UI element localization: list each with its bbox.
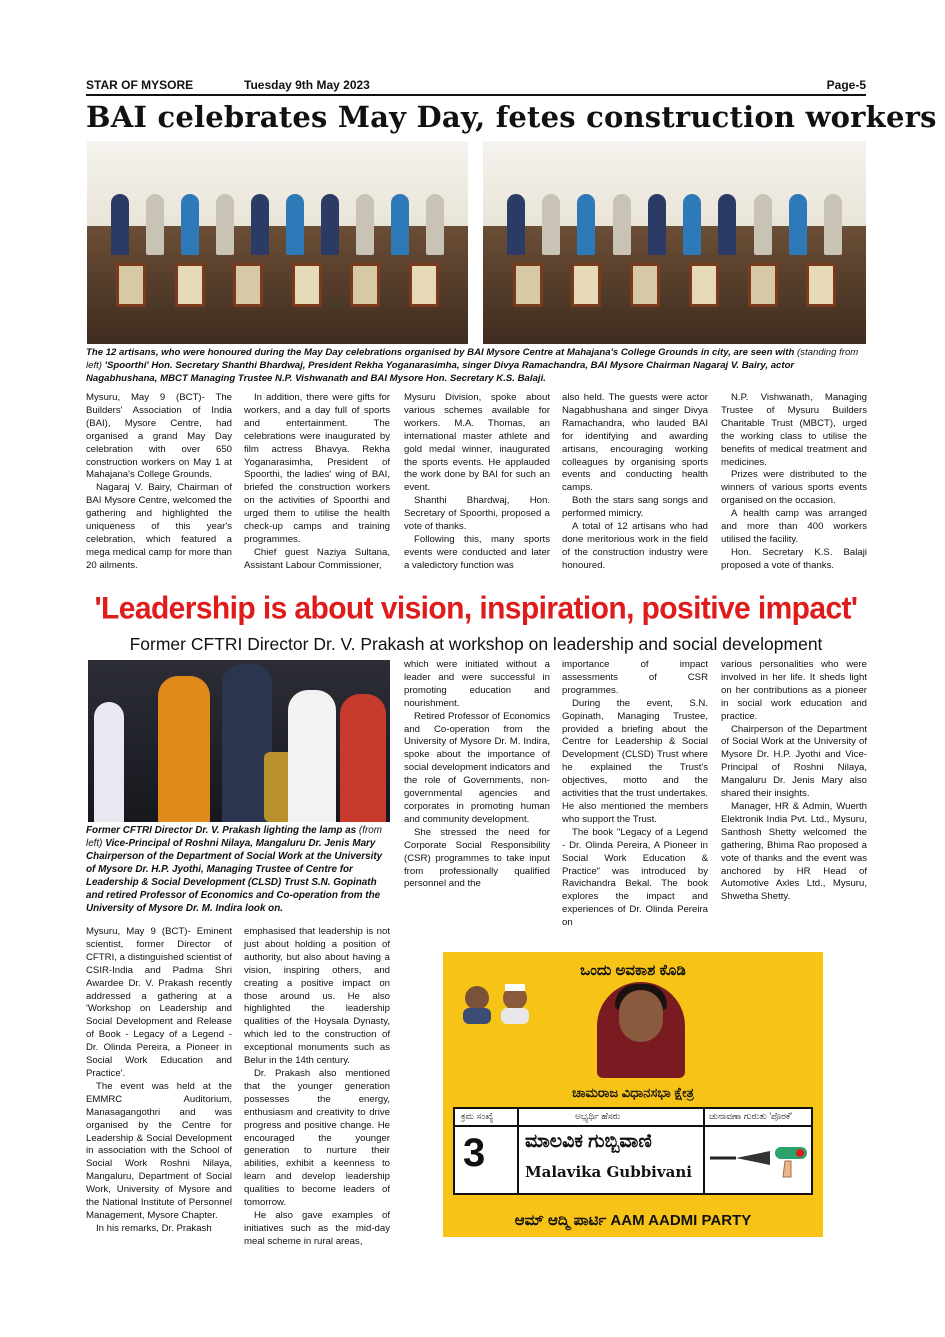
story2-subhead: Former CFTRI Director Dr. V. Prakash at workshop on leadership and social development <box>129 634 823 654</box>
story2-column-4: importance of impact assessments of CSR programmes. During the event, S.N. Gopinath, Managing Trustee, provided a briefing about the Centre for Leadership & Social Development (CLSD) Trust where he explained the Trust's objectives, motto and the activities that the trust undertakes. He also mentioned the members who support the Trust. The book "Legacy of a Legend - Dr. Olinda Pereira, A Pioneer in Social Work Education & Practice" was introduced by Ravichandra Bekal. The book explores the impact and experiences of Dr. Olinda Pereira on <box>562 659 708 929</box>
standing-guests <box>102 194 453 255</box>
paper-name: STAR OF MYSORE <box>86 78 194 92</box>
candidate-name-english: Malavika Gubbivani <box>525 1163 692 1181</box>
lamp-lighting-photo <box>88 660 390 822</box>
page-number: Page-5 <box>826 78 866 92</box>
standing-guests <box>498 194 850 255</box>
story1-column-3: Mysuru Division, spoke about various schemes available for workers. M.A. Thomas, an international master athlete and gold medal winner, inaugurated the sports events. He applauded the work done by BAI for such an event. Shanthi Bhardwaj, Hon. Secretary of Spoorthi, proposed a vote of thanks. Following this, many sports events were conducted and later a valedictory function was <box>404 392 550 571</box>
ballot-panel <box>453 1107 813 1195</box>
voting-hand-icon <box>773 1143 809 1179</box>
candidate-photo <box>597 982 685 1078</box>
story1-column-1: Mysuru, May 9 (BCT)- The Builders' Association of India (BAI), Mysore Centre, had organised a grand May Day celebration with over 650 construction workers on May 1 at Mahajana's College Grounds. Nagaraj V. Bairy, Chairman of BAI Mysore Centre, welcomed the gathering and highlighted the uniqueness of this year's celebration, which featured a mega medical camp for more than 20 ailments. <box>86 392 232 571</box>
candidate-name-kannada: ಮಾಲವಿಕ ಗುಬ್ಬಿವಾಣಿ <box>525 1131 652 1152</box>
issue-date: Tuesday 9th May 2023 <box>244 78 370 92</box>
story2-caption: Former CFTRI Director Dr. V. Prakash lighting the lamp as (from left) Vice-Principal of Roshni Nilaya, Mangaluru Dr. Jenis Mary Chairperson of the Department of Social Work at the University of Mysore Dr. H.P. Jyothi, Managing Trustee of Centre for Leadership & Social Development (CLSD) Trust S.N. Gopinath and retired Professor of Economics and Co-operation from the University of Mysore Dr. M. Indira look on. <box>86 825 383 914</box>
party-leaders-photo <box>455 982 539 1024</box>
story2-column-2: emphasised that leadership is not just about holding a position of authority, but also about having a vision, inspiring others, and creating a positive impact on those around us. He also highlighted the leadership qualities of the Hoysala Dynasty, which led to the construction of exceptional monuments such as Belur in the 14th century. Dr. Prakash also mentioned that the younger generation possesses the energy, enthusiasm and creativity to drive progress and positive change. He encouraged the younger generation to nurture their abilities, exhibit a keenness to learn and develop leadership qualities to become leaders of tomorrow. He also gave examples of initiatives such as the mid-day meal scheme in rural areas, <box>244 926 390 1247</box>
story1-column-2: In addition, there were gifts for workers, and a day full of sports and entertainment. The celebrations were inaugurated by film actress Bhavya. Rekha Yoganarasimha, President of Spoorthi, the ladies' wing of BAI, briefed the construction workers on the activities of Spoorthi and urged them to utilise the health check-up camps and training programmes. Chief guest Naziya Sultana, Assistant Labour Commissioner, <box>244 392 390 571</box>
constituency-name: ಚಾಮರಾಜ ವಿಧಾನಸಭಾ ಕ್ಷೇತ್ರ <box>572 1085 694 1100</box>
story1-photo-left <box>87 141 468 344</box>
story1-column-4: also held. The guests were actor Nagabhushana and singer Divya Ramachandra, who lauded BAI for identifying and awarding artisans, encouraging working colleagues by organising sports events and conducting health camps. Both the stars sang songs and performed mimicry. A total of 12 artisans who had done meritorious work in the field of the construction industry were honoured. <box>562 392 708 571</box>
story2-column-5: various personalities who were involved in her life. It sheds light on her contributions as a pioneer in social work education and practice. Chairperson of the Department of Social Work at the University of Mysore Dr. H.P. Jyothi and Vice-Principal of Roshni Nilaya, Mangaluru Dr. Jenis Mary also shared their insights. Manager, HR & Admin, Wuerth Elektronik India Pvt. Ltd., Mysuru, Santhosh Shetty welcomed the gathering, Bhima Rao proposed a vote of thanks and the event was anchored by HR Head of Automotive Axles Ltd., Mysuru, Shwetha Shetty. <box>721 659 867 903</box>
award-frames <box>102 263 453 308</box>
broom-icon <box>710 1151 770 1165</box>
story1-caption: The 12 artisans, who were honoured during the May Day celebrations organised by BAI Mysore Centre at Mahajana's College Grounds in city, are seen with (standing from left) 'Spoorthi' Hon. Secretary Shanthi Bhardwaj, President Rekha Yoganarasimha, singer Divya Ramachandra, BAI Mysore Chairman Nagaraj V. Bairy, actor Nagabhushana, MBCT Managing Trustee N.P. Vishwanath and BAI Mysore Hon. Secretary K.S. Balaji. <box>86 347 859 384</box>
story1-headline: BAI celebrates May Day, fetes construction workers <box>86 100 937 134</box>
ballot-header-serial: ಕ್ರಮ ಸಂಖ್ಯೆ <box>461 1111 494 1121</box>
ballot-header-symbol: ಚುನಾವಣಾ ಗುರುತು 'ಪೊರಕೆ' <box>709 1111 792 1121</box>
ballot-serial-number: 3 <box>463 1131 486 1175</box>
ballot-header-name: ಅಭ್ಯರ್ಥಿ ಹೆಸರು <box>575 1111 621 1121</box>
ad-tagline: ಒಂದು ಅವಕಾಶ ಕೊಡಿ <box>580 962 686 979</box>
award-frames <box>498 263 850 308</box>
election-advertisement <box>443 952 823 1237</box>
masthead <box>86 76 866 96</box>
story2-headline: 'Leadership is about vision, inspiration, positive impact' <box>94 591 858 626</box>
story2-column-1: Mysuru, May 9 (BCT)- Eminent scientist, former Director of CFTRI, a distinguished scientist of CSIR-India and Padma Shri Awardee Dr. V. Prakash recently addressed a gathering at a 'Workshop on Leadership and Social Development and Release of Book - Legacy of a Legend - Dr. Olinda Pereira, a Pioneer in Social Work Education and Practice'. The event was held at the EMMRC Auditorium, Manasagangothri and was organised by the Centre for Leadership & Social Development in association with the School of Social Work Roshni Nilaya, Mangaluru, Department of Social Work, University of Mysore and the National Institute of Personnel Management, Mysore Chapter. In his remarks, Dr. Prakash <box>86 926 232 1234</box>
story2-column-3: which were initiated without a leader and were successful in promoting education and nourishment. Retired Professor of Economics and Co-operation from the University of Mysore Dr. M. Indira, spoke about the importance of social development indicators and the role of Governments, non-governmental agencies and corporates in promoting human and community development. She stressed the need for Corporate Social Responsibility (CSR) programmes to take input from professionally qualified personnel and the <box>404 659 550 890</box>
story1-photo-right <box>483 141 866 344</box>
story1-column-5: N.P. Vishwanath, Managing Trustee of Mysuru Builders Charitable Trust (MBCT), urged the working class to utilise the benefits of medical treatment and medicines. Prizes were distributed to the winners of various sports events organised on the occasion. A health camp was arranged and more than 400 workers utilised the facility. Hon. Secretary K.S. Balaji proposed a vote of thanks. <box>721 392 867 571</box>
party-name: ಆಮ್ ಆದ್ಮಿ ಪಾರ್ಟಿ AAM AADMI PARTY <box>514 1212 752 1229</box>
